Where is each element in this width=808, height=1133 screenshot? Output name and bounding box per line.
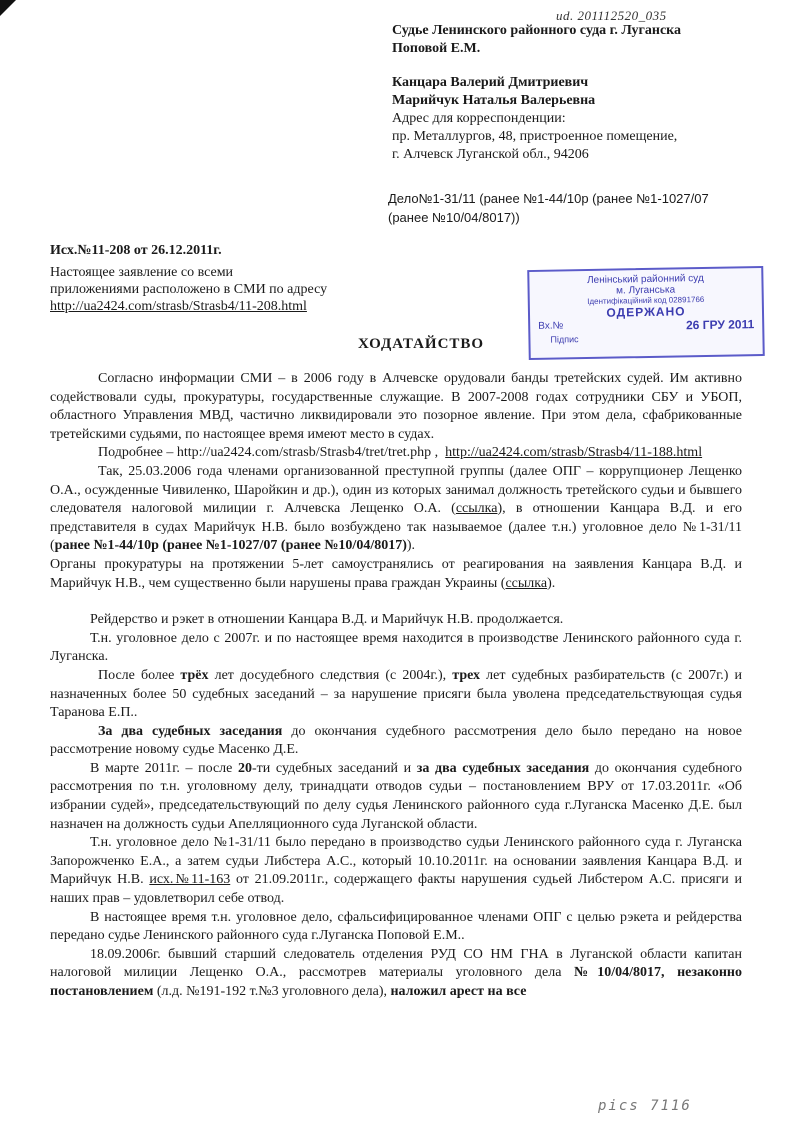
paragraph-3-link[interactable]: ссылка (455, 501, 498, 517)
outgoing-url-link[interactable]: http://ua2424.com/strasb/Strasb4/11-208.html (50, 299, 307, 314)
paragraph-4 (50, 556, 742, 593)
paragraph-12-text-c: (л.д. №191-192 т.№3 уголовного дела), (153, 984, 391, 999)
paragraph-12-text-a: 18.09.2006г. бывший старший следователь отделения РУД СО НМ ГНА в Луганской области капитан налоговой милиции Лещенко О.А., рассмотрев материалы уголовного дела (50, 946, 742, 981)
paragraph-10-text-a: Т.н. уголовное дело №1-31/11 было передано в производство судьи Ленинского районного суда г. Луганска Запорожченко Е.А., а затем судьи Либстера А.С., который 10.10.2011г. на основании заявления Канцара В.Д. и Марийчук Н.В. (50, 835, 742, 888)
paragraph-7-bold-2: трех (452, 667, 481, 683)
paragraph-10 (50, 834, 742, 908)
paragraph-4-text-b: ). (547, 575, 556, 591)
applicant-2: Марийчук Наталья Валерьевна (392, 93, 596, 108)
document-body (50, 370, 742, 1002)
court-received-stamp (527, 266, 765, 360)
paragraph-2 (50, 444, 742, 463)
outgoing-note-1: Настоящее заявление со всеми (50, 265, 234, 280)
outgoing-number: Исх.№11-208 от 26.12.2011г. (50, 243, 222, 258)
address-line-2: г. Алчевск Луганской обл., 94206 (392, 147, 589, 162)
paragraph-8-text: до окончания судебного рассмотрения дело было передано на новое рассмотрение новому судье Масенко Д.Е. (50, 723, 742, 758)
paragraph-5: Рейдерство и рэкет в отношении Канцара В.Д. и Марийчук Н.В. продолжается. (90, 612, 564, 628)
paragraph-8-bold: За два судебных заседания (98, 723, 283, 739)
case-line-1: Дело№1-31/11 (ранее №1-44/10р (ранее №1-1027/07 (388, 191, 709, 206)
paragraph-9-text-a: В марте 2011г. – после (90, 760, 239, 776)
paragraph-11: В настоящее время т.н. уголовное дело, сфальсифицированное членами ОПГ с целью рэкета и рейдерства передано судье Ленинского районного суда г.Луганска Поповой Е.М.. (50, 909, 742, 944)
paragraph-10-text-b: от 21.09.2011г., содержащего факты нарушения судьей Либстером А.С. присяги и наших прав – удовлетворил себе отвод. (50, 872, 742, 907)
paragraph-7-text-d: лет судебных разбирательств (с 2007г.) и назначенных более 50 судебных заседаний – за нарушение присяги была уволена председательствующая судья Таранова Е.П.. (50, 667, 742, 721)
paragraph-9-bold-1: 20 (238, 760, 253, 776)
stamp-city: м. Луганська (616, 284, 676, 297)
outgoing-block (50, 242, 380, 315)
paragraph-7-text-a: После более (98, 667, 181, 683)
stamp-date: 26 ГРУ 2011 (685, 317, 755, 333)
stamp-code: Ідентифікаційний код 02891766 (587, 294, 705, 307)
corner-mark (0, 0, 16, 16)
paragraph-12-bold-2: наложил арест на все (390, 984, 527, 999)
case-number-block (388, 189, 788, 227)
paragraph-7-text-c: лет досудебного следствия (с 2004г.), (208, 667, 453, 683)
paragraph-3-bold: ранее №1-44/10р (ранее №1-1027/07 (ранее №10/04/8017) (54, 538, 407, 554)
paragraph-1: Согласно информации СМИ – в 2006 году в Алчевске орудовали банды третейских судей. Им активно содействовали суды, прокуратуры, государственные служащие. В 2007-2008 годах сотрудники СБУ и УБОП, областного Управления МВД, частично ликвидировали это позорное явление. При этом дела, сфабрикованные третейскими судьями, по настоящее время имеют место в судах. (50, 371, 742, 442)
paragraph-6: Т.н. уголовное дело с 2007г. и по настоящее время находится в производстве Ленинского районного суда г. Луганска. (50, 630, 742, 665)
addressee-block (392, 22, 792, 164)
paragraph-3-text-c: ). (406, 538, 416, 554)
paragraph-9-text-c: -ти судебных заседаний и (252, 760, 417, 776)
address-label: Адрес для корреспонденции: (392, 111, 566, 126)
judge-name: Поповой Е.М. (392, 41, 481, 56)
court-line: Судье Ленинского районного суда г. Луганска (392, 23, 682, 38)
applicant-1: Канцара Валерий Дмитриевич (392, 75, 589, 90)
paragraph-3 (50, 463, 742, 556)
paragraph-7-bold-1: трёх (180, 667, 209, 683)
paragraph-8 (50, 723, 742, 760)
stamp-received: ОДЕРЖАНО (606, 304, 686, 320)
paragraph-3-text-a: Так, 25.03.2006 года членами организованной преступной группы (далее ОПГ – коррупционер Лещенко О.А., осужденные Чивиленко, Шаройкин и др.), один из которых занимал должность третейского судьи и бывшего следователя налоговой милиции г. Алчевска Лещенко О.А. ( (50, 463, 742, 517)
stamp-num-label: Вх.№ (538, 320, 564, 332)
stamp-court: Ленінський районний суд (586, 272, 704, 287)
paragraph-3-text-b: ), в отношении Канцара В.Д. и его представителя в судах Марийчук Н.В. было возбуждено так называемое (далее т.н.) уголовное дело №1-31/11 ( (50, 501, 743, 554)
case-line-2: (ранее №10/04/8017)) (388, 210, 520, 225)
paragraph-2-link[interactable]: http://ua2424.com/strasb/Strasb4/11-188.html (445, 445, 703, 461)
paragraph-9-text-d: до окончания судебного рассмотрения по т.н. уголовному делу, тринадцати отводов судьи – постановлением ВРУ от 17.03.2011г. «Об избрании судей», председательствующий по делу судья Ленинского районного суда г.Луганска Масенко Д.Е. был назначен на должность судьи Апелляционного суда Луганской области. (50, 760, 742, 832)
address-line-1: пр. Металлургов, 48, пристроенное помещение, (392, 129, 678, 144)
handwritten-note: pics 7116 (598, 1098, 692, 1114)
stamp-signature-label: Підпис (550, 334, 579, 345)
paragraph-9 (50, 760, 742, 834)
paragraph-4-link[interactable]: ссылка (505, 575, 548, 591)
paragraph-12-bold-1: №10/04/8017, незаконно постановлением (50, 965, 742, 999)
document-title: ХОДАТАЙСТВО (358, 336, 485, 352)
paragraph-2-text: Подробнее – http://ua2424.com/strasb/Strasb4/tret/tret.php , (98, 445, 439, 461)
paragraph-10-link[interactable]: исх.№11-163 (149, 872, 231, 888)
paragraph-12 (50, 946, 742, 1002)
outgoing-note-2: приложениями расположено в СМИ по адресу (50, 282, 328, 297)
paragraph-4-text-a: Органы прокуратуры на протяжении 5-лет самоустранялись от реагирования на заявления Канцара В.Д. и Марийчук Н.В., чем существенно были нарушены права граждан Украины ( (50, 556, 742, 591)
paragraph-9-bold-2: за два судебных заседания (416, 760, 590, 776)
paragraph-7 (50, 667, 742, 723)
reference-id: ud. 201112520_035 (556, 8, 667, 23)
